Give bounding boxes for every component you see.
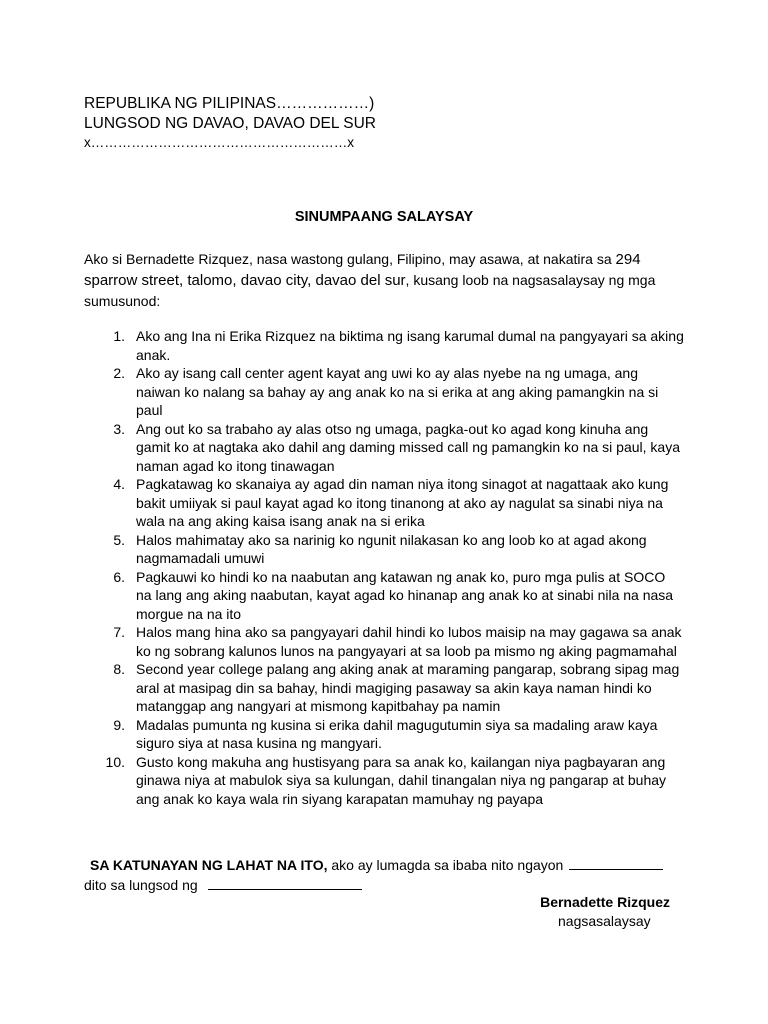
list-item-text: Pagkatawag ko skanaiya ay agad din naman niya itong sinagot at nagattaak ako kung bakit umiiyak si paul kayat agad ko itong tinanong at ako ay nagulat sa sinabi niya na wala na ang aking kaisa isang anak na si erika	[136, 476, 669, 529]
list-item-number: 8.	[113, 661, 125, 677]
list-item-number: 2.	[113, 365, 125, 381]
list-item	[84, 568, 684, 624]
list-item-text: Ako ang Ina ni Erika Rizquez na biktima ng isang karumal dumal na pangyayari sa aking anak.	[136, 328, 684, 363]
closing-text-place: dito sa lungsod ng	[84, 877, 198, 893]
list-item-text: Madalas pumunta ng kusina si erika dahil magugutumin siya sa madaling araw kaya siguro siya at nasa kusina ng mangyari.	[136, 716, 658, 751]
closing-line-1	[84, 855, 694, 875]
list-item	[84, 475, 684, 531]
list-item	[84, 364, 684, 420]
closing-line-2	[84, 875, 694, 895]
document-title: SINUMPAANG SALAYSAY	[294, 209, 474, 225]
list-item-number: 4.	[113, 476, 125, 492]
list-item-text: Halos mang hina ako sa pangyayari dahil hindi ko lubos maisip na may gagawa sa anak ko ng sobrang kalunos lunos na pangyayari at sa loob pa mismo ng aking pagmamahal	[136, 624, 682, 659]
list-item	[84, 623, 684, 660]
closing-paragraph	[84, 855, 694, 895]
closing-text: ako ay lumagda sa ibaba nito ngayon	[327, 857, 564, 873]
list-item-number: 7.	[113, 624, 125, 640]
list-item	[84, 716, 684, 753]
document-header	[84, 94, 376, 152]
header-republic-line: REPUBLIKA NG PILIPINAS………………)	[84, 95, 375, 112]
list-item	[84, 327, 684, 364]
list-item-text: Ang out ko sa trabaho ay alas otso ng umaga, pagka-out ko agad kong kinuha ang gamit ko at nagtaka ako dahil ang daming missed call ng pamangkin ko na si paul, kaya naman agad ko itong tinawagan	[136, 420, 680, 474]
list-item-number: 5.	[113, 531, 125, 548]
list-item-text: Pagkauwi ko hindi ko na naabutan ang katawan ng anak ko, puro mga pulis at SOCO na lang ang aking naabutan, kayat agad ko hinanap ang anak ko at sinabi nila na nasa morgue na na ito	[136, 568, 674, 622]
statement-list	[84, 327, 684, 808]
signatory-name: Bernadette Rizquez	[540, 894, 670, 910]
intro-address: 294 sparrow street, talomo, davao city, davao del sur	[84, 251, 641, 289]
list-item	[84, 660, 684, 716]
list-item-text: Second year college palang ang aking anak at maraming pangarap, sobrang sipag mag aral at masipag din sa bahay, hindi magiging pasaway sa akin kaya naman hindi ko matanggap ang nangyari at mismong kapitbahay pa namin	[136, 661, 680, 714]
list-item	[84, 420, 684, 476]
list-item-text: Ako ay isang call center agent kayat ang uwi ko ay alas nyebe na ng umaga, ang naiwan ko nalang sa bahay ay ang anak ko na si erika at ang aking pamangkin na si paul	[136, 365, 659, 418]
list-item-number: 10.	[105, 753, 125, 770]
intro-text-end: , kusang loob na nagsasalaysay ng mga sumusunod:	[84, 272, 656, 309]
list-item-number: 9.	[113, 716, 125, 733]
list-item-number: 6.	[113, 568, 125, 585]
place-blank-line	[208, 877, 362, 890]
intro-text-start: Ako si Bernadette Rizquez, nasa wastong gulang, Filipino, may asawa, at nakatira sa	[84, 251, 616, 267]
list-item	[84, 531, 684, 568]
list-item	[84, 753, 684, 809]
list-item-number: 3.	[113, 420, 125, 437]
date-blank-line	[569, 857, 663, 870]
header-city-line: LUNGSOD NG DAVAO, DAVAO DEL SUR	[84, 115, 376, 132]
closing-lead: SA KATUNAYAN NG LAHAT NA ITO,	[90, 857, 328, 873]
intro-paragraph	[84, 249, 684, 311]
list-item-number: 1.	[113, 328, 125, 344]
signatory-role: nagsasalaysay	[558, 913, 651, 929]
list-item-text: Halos mahimatay ako sa narinig ko ngunit nilakasan ko ang loob ko at agad akong nagmamadali umuwi	[136, 531, 647, 566]
list-item-text: Gusto kong makuha ang hustisyang para sa anak ko, kailangan niya pagbayaran ang ginawa niya at mabulok siya sa kulungan, dahil tinangalan niya ng pangarap at buhay ang anak ko kaya wala rin siyang karapatan mamuhay ng payapa	[136, 753, 667, 807]
header-separator: x…………………………………………………x	[84, 135, 354, 150]
